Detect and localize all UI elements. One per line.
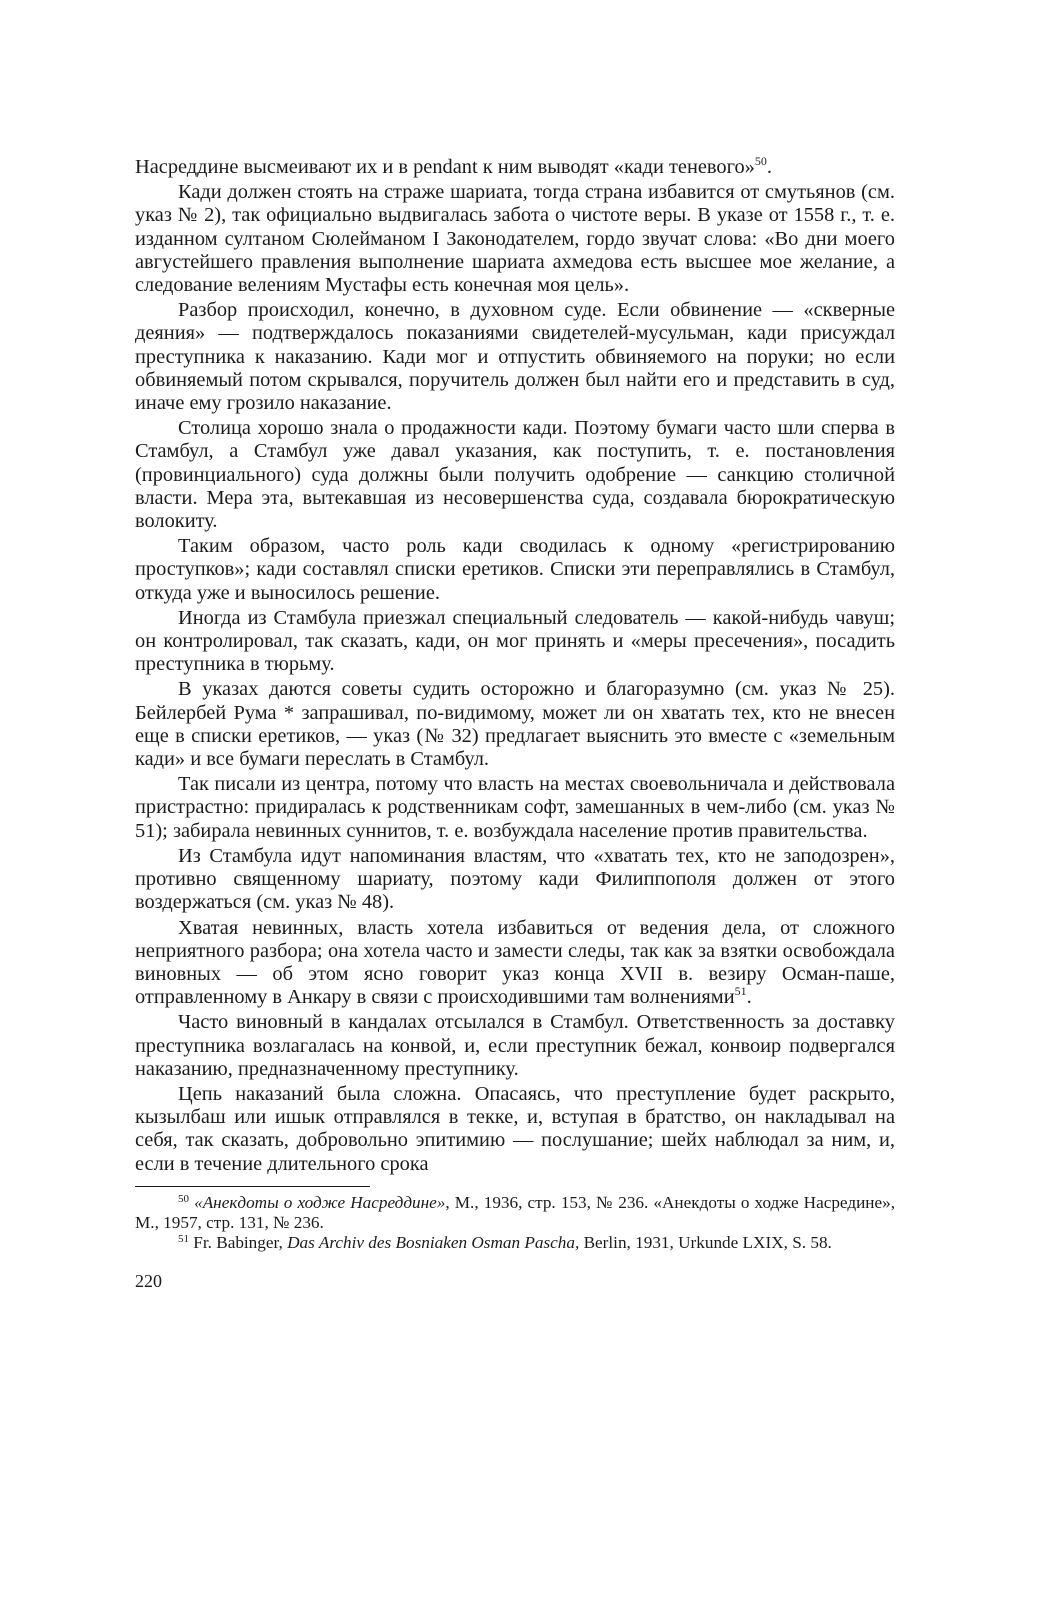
main-text [135,156,895,1176]
text-run: Так писали из центра, потому что власть на местах своевольничала и действовала пристрастно: придиралась к родственникам софт, замешанных в чем-либо (см. указ № 51); забирала невинных суннитов, т. е. возбуждала население против правительства. [135,773,895,842]
text-run: Berlin, 1931, Urkunde LXIX, S. 58. [579,1233,832,1253]
paragraph [135,1083,895,1176]
text-run: Насреддине высмеивают их и в pendant к ним выводят «кади теневого» [135,156,755,178]
paragraph [135,181,895,297]
paragraph [135,917,895,1010]
paragraph [135,678,895,771]
book-page [135,156,895,1291]
text-run: Хватая невинных, власть хотела избавиться от ведения дела, от сложного неприятного разбора; она хотела часто и замести следы, так как за взятки освобождала виновных — об этом ясно говорит указ конца XVII в. везиру Осман-паше, отправленному в Анкару в связи с происходившими там волнениями [135,916,895,1009]
footnote-ref: 50 [178,1192,189,1205]
text-run: В указах даются советы судить осторожно и благоразумно (см. указ № 25). Бейлербей Рума * запрашивал, по-видимому, может ли он хватать тех, кто не внесен еще в списки еретиков, — указ (№ 32) предлагает выяснить это вместе с «земельным кади» и все бумаги переслать в Стамбул. [135,678,895,771]
text-run: . [766,156,772,178]
footnote-ref: 51 [178,1233,189,1246]
footnote-ref: 50 [754,154,767,168]
footnote-ref: 51 [734,984,747,999]
italic-text: «Анекдоты о ходже Насреддине» [194,1192,446,1212]
footnote-separator [135,1186,370,1187]
paragraph [135,1011,895,1081]
text-run: Часто виновный в кандалах отсылался в Стамбул. Ответственность за доставку преступника возлагалась на конвой, и, если преступник бежал, конвоир подвергался наказанию, предназначенному преступнику. [135,1011,895,1080]
footnote [135,1233,895,1253]
paragraph [135,845,895,915]
text-run: Иногда из Стамбула приезжал специальный следователь — какой-нибудь чавуш; он контролировал, так сказать, кади, он мог принять и «меры пресечения», посадить преступника в тюрьму. [135,606,895,676]
text-run: , М., 1936, стр. 153, № 236. «Анекдоты о ходже Насредине», М., 1957, стр. 131, № 236. [135,1192,895,1232]
text-run: Таким образом, часто роль кади сводилась к одному «регистрированию проступков»; кади составлял списки еретиков. Списки эти переправлялись в Стамбул, откуда уже и выносилось решение. [135,535,895,604]
paragraph [135,773,895,843]
paragraph [135,156,895,179]
text-run: Кади должен стоять на страже шариата, тогда страна избавится от смутьянов (см. указ № 2), так официально выдвигалась забота о чистоте веры. В указе от 1558 г., т. е. изданном султаном Сюлейманом I Законодателем, гордо звучат слова: «Во дни моего августейшего правления выполнение шариата ахмедова есть высшее мое желание, а следование велениям Мустафы есть конечная моя цель». [135,181,895,297]
text-run: Разбор происходил, конечно, в духовном суде. Если обвинение — «скверные деяния» — подтверждалось показаниями свидетелей-мусульман, кади присуждал преступника к наказанию. Кади мог и отпустить обвиняемого на поруки; но если обвиняемый потом скрывался, поручитель должен был найти его и представить в суд, иначе ему грозило наказание. [135,299,895,415]
italic-text: Das Archiv des Bosniaken Osman Pascha, [287,1233,580,1253]
page-number: 220 [135,1271,162,1292]
footnotes [135,1193,895,1254]
text-run: Fr. Babinger, [189,1233,288,1253]
paragraph [135,299,895,415]
text-run: Цепь наказаний была сложна. Опасаясь, что преступление будет раскрыто, кызылбаш или ишык отправлялся в текке, и, вступая в братство, он накладывал на себя, так сказать, добровольно эпитимию — послушание; шейх наблюдал за ним, и, если в течение длительного срока [135,1082,895,1175]
paragraph [135,535,895,605]
paragraph [135,607,895,677]
text-run: Из Стамбула идут напоминания властям, что «хватать тех, кто не заподозрен», противно священному шариату, поэтому кади Филиппополя должен от этого воздержаться (см. указ № 48). [135,844,895,914]
text-run: Столица хорошо знала о продажности кади. Поэтому бумаги часто шли сперва в Стамбул, а Стамбул уже давал указания, как поступить, т. е. постановления (провинциального) суда должны были получить одобрение — санкцию столичной власти. Мера эта, вытекавшая из несовершенства суда, создавала бюрократическую волокиту. [135,417,895,533]
paragraph [135,417,895,533]
footnote [135,1193,895,1233]
text-run: . [746,986,752,1009]
